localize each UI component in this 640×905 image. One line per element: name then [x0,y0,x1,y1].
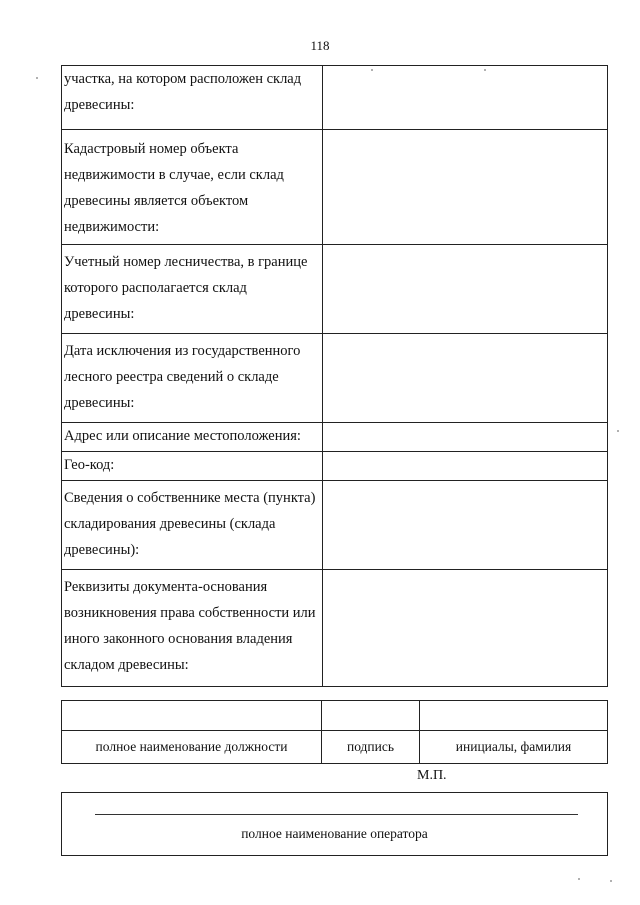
row-value-geo-code[interactable] [323,452,608,481]
scan-speck [617,430,619,432]
scan-speck [371,69,373,71]
row-label-address: Адрес или описание местоположения: [62,423,323,452]
scan-speck [578,878,580,880]
table-row [62,130,608,245]
table-row [62,570,608,687]
signature-table [61,700,608,764]
row-label-geo-code: Гео-код: [62,452,323,481]
table-row [62,66,608,130]
scan-speck [484,69,486,71]
table-row [62,334,608,423]
row-label-exclusion-date: Дата исключения из государственного лесного реестра сведений о складе древесины: [62,334,323,423]
row-value-cadastral-number[interactable] [323,130,608,245]
row-value-ownership-document[interactable] [323,570,608,687]
position-caption: полное наименование должности [62,731,322,764]
row-value-exclusion-date[interactable] [323,334,608,423]
name-field[interactable] [420,701,608,731]
row-label-plot: участка, на котором расположен склад древесины: [62,66,323,130]
page-number: 118 [310,38,330,53]
table-row [62,481,608,570]
row-value-forestry-number[interactable] [323,245,608,334]
signature-input-row [62,701,608,731]
row-value-plot[interactable] [323,66,608,130]
row-label-cadastral-number: Кадастровый номер объекта недвижимости в случае, если склад древесины является объектом недвижимости: [62,130,323,245]
table-row [62,423,608,452]
signature-caption-row [62,731,608,764]
signature-field[interactable] [322,701,420,731]
row-value-address[interactable] [323,423,608,452]
row-value-owner[interactable] [323,481,608,570]
position-field[interactable] [62,701,322,731]
scan-speck [610,880,612,882]
storage-info-table [61,65,608,687]
row-label-ownership-document: Реквизиты документа-основания возникновения права собственности или иного законного основания владения складом древесины: [62,570,323,687]
operator-box [61,792,608,856]
stamp-label: М.П. [417,768,447,783]
scan-speck [36,77,38,79]
operator-caption: полное наименование оператора [241,826,428,841]
table-row [62,452,608,481]
row-label-forestry-number: Учетный номер лесничества, в границе которого располагается склад древесины: [62,245,323,334]
row-label-owner: Сведения о собственнике места (пункта) складирования древесины (склада древесины): [62,481,323,570]
signature-caption: подпись [322,731,420,764]
name-caption: инициалы, фамилия [420,731,608,764]
operator-name-line[interactable] [95,814,578,815]
table-row [62,245,608,334]
